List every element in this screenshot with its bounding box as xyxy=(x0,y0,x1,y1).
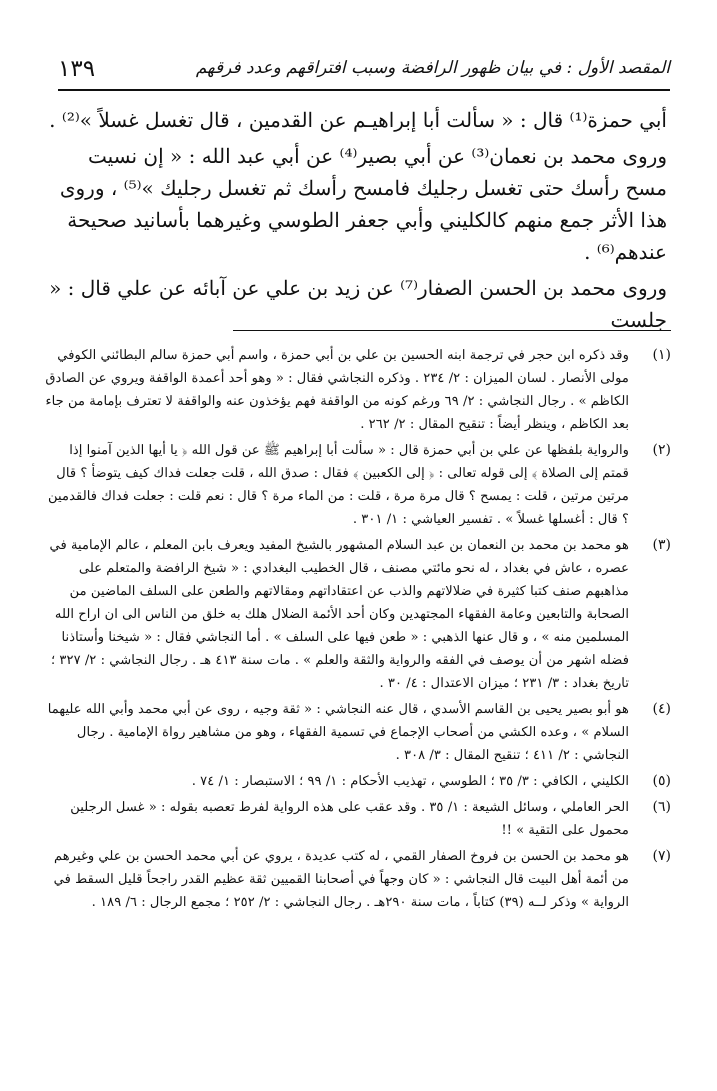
footnote-number: (٢) xyxy=(652,442,671,458)
footnote-text: والرواية بلفظها عن علي بن أبي حمزة قال : « سألت أبا إبراهيم ﷺ عن قول الله ﴿ يا أيها الذين آمنوا إذا قمتم إلى الصلاة ﴾ إلى قوله تعالى : ﴿ إلى الكعبين ﴾ فقال : صدق الله ، قلت جعلت فداك كيف يتوضأ ؟ قال مرتين مرتين ، قلت : يمسح ؟ قال مرة مرة ، قلت : من الماء مرة ؟ قال : نعم قلت : جعلت فداك فالقدمين ؟ قال : أغسلها غسلاً » . تفسير العياشي : ١/ ٣٠١ . xyxy=(48,443,629,527)
footnote-text: الكليني ، الكافي : ٣/ ٣٥ ؛ الطوسي ، تهذيب الأحكام : ١/ ٩٩ ؛ الاستبصار : ١/ ٧٤ . xyxy=(191,774,629,789)
footnote xyxy=(41,796,675,842)
footnote xyxy=(41,845,675,914)
footnote xyxy=(41,770,675,793)
footnote-number: (٥) xyxy=(652,773,671,789)
footnote-text: هو محمد بن الحسن بن فروخ الصفار القمي ، له كتب عديدة ، يروي عن أبي محمد الحسن بن علي وغيرهم من أئمة أهل البيت قال النجاشي : « كان وجهاً في أصحابنا القميين ثقة عظيم القدر راجحاً قليل السقط في الرواية » وذكر لــه (٣٩) كتاباً ، مات سنة ٢٩٠هـ . رجال النجاشي : ٢/ ٢٥٢ ؛ مجمع الرجال : ٦/ ١٨٩ . xyxy=(53,849,629,910)
paragraph: وروى محمد بن نعمان⁽³⁾ عن أبي بصير⁽⁴⁾ عن أبي عبد الله : « إن نسيت مسح رأسك حتى تغسل رجليك فامسح رأسك ثم تغسل رجليك »⁽⁵⁾ ، وروى هذا الأثر جمع منهم كالكليني وأبي جعفر الطوسي وغيرهما بأسانيد صحيحة عندهم⁽⁶⁾ . xyxy=(59,144,667,264)
footnote-number: (١) xyxy=(652,347,671,363)
header-title: المقصد الأول : في بيان ظهور الرافضة وسبب افتراقهم وعدد فرقهم xyxy=(195,58,670,78)
footnote-separator xyxy=(233,330,671,331)
footnote-number: (٦) xyxy=(652,799,671,815)
footnote xyxy=(41,439,675,531)
page-number: ١٣٩ xyxy=(58,56,96,82)
footnote-text: هو محمد بن محمد بن النعمان بن عبد السلام المشهور بالشيخ المفيد ويعرف بابن المعلم ، عالم الإمامية في عصره ، عاش في بغداد ، له نحو مائتي مصنف ، قال الخطيب البغدادي : « شيخ الرافضة والمتعلم على مذاهبهم صنف كتبا كثيرة في ضلالاتهم والذب عن اعتقاداتهم ومقالاتهم والطعن على السلف الماضين من الصحابة والتابعين وعامة الفقهاء المجتهدين وكان أحد الأئمة الضلال هلك به خلق من الناس الى ان اراح الله المسلمين منه » ، و قال عنها الذهبي : « طعن فيها على السلف » . أما النجاشي فقال : « شيخنا وأستاذنا فضله اشهر من أن يوصف في الفقه والرواية والثقة والعلم » . مات سنة ٤١٣ هـ . رجال النجاشي : ٢/ ٣٢٧ ؛ تاريخ بغداد : ٣/ ٢٣١ ؛ ميزان الاعتدال : ٤/ ٣٠ . xyxy=(49,538,629,691)
footnote xyxy=(41,698,675,767)
main-text xyxy=(49,104,667,340)
footnote xyxy=(41,534,675,695)
footnote-text: وقد ذكره ابن حجر في ترجمة ابنه الحسين بن علي بن أبي حمزة ، واسم أبي حمزة سالم البطائني الكوفي مولى الأنصار . لسان الميزان : ٢/ ٢٣٤ . وذكره النجاشي فقال : « وهو أحد أعمدة الواقفة ويروي عن الصادق الكاظم » . رجال النجاشي : ٢/ ٦٩ ورغم كونه من الواقفة فهم يؤخذون عنه والواقفة لا تعترف بإمامة من جاء بعد الكاظم ، وينظر أيضاً : تنقيح المقال : ٢/ ٢٦٢ . xyxy=(45,348,629,432)
footnotes xyxy=(41,344,675,917)
paragraph: أبي حمزة⁽¹⁾ قال : « سألت أبا إبراهيـم عن القدمين ، قال تغسل غسلاً »⁽²⁾ . xyxy=(49,108,667,132)
footnote xyxy=(41,344,675,436)
footnote-number: (٤) xyxy=(652,701,671,717)
footnote-text: الحر العاملي ، وسائل الشيعة : ١/ ٣٥ . وقد عقب على هذه الرواية لفرط تعصبه بقوله : « غسل الرجلين محمول على التقية » !! xyxy=(70,800,629,838)
footnote-number: (٣) xyxy=(652,537,671,553)
running-header xyxy=(58,56,670,90)
footnote-number: (٧) xyxy=(652,848,671,864)
header-rule xyxy=(58,89,670,91)
paragraph: وروى محمد بن الحسن الصفار⁽⁷⁾ عن زيد بن علي عن آبائه عن علي قال : « جلست xyxy=(49,276,667,332)
footnote-text: هو أبو بصير يحيى بن القاسم الأسدي ، قال عنه النجاشي : « ثقة وجيه ، روى عن أبي محمد وأبي الله عليهما السلام » ، وعده الكشي من أصحاب الإجماع في تسمية الفقهاء ، وهو من مشاهير رواة الإمامية . رجال النجاشي : ٢/ ٤١١ ؛ تنقيح المقال : ٣/ ٣٠٨ . xyxy=(47,702,629,763)
